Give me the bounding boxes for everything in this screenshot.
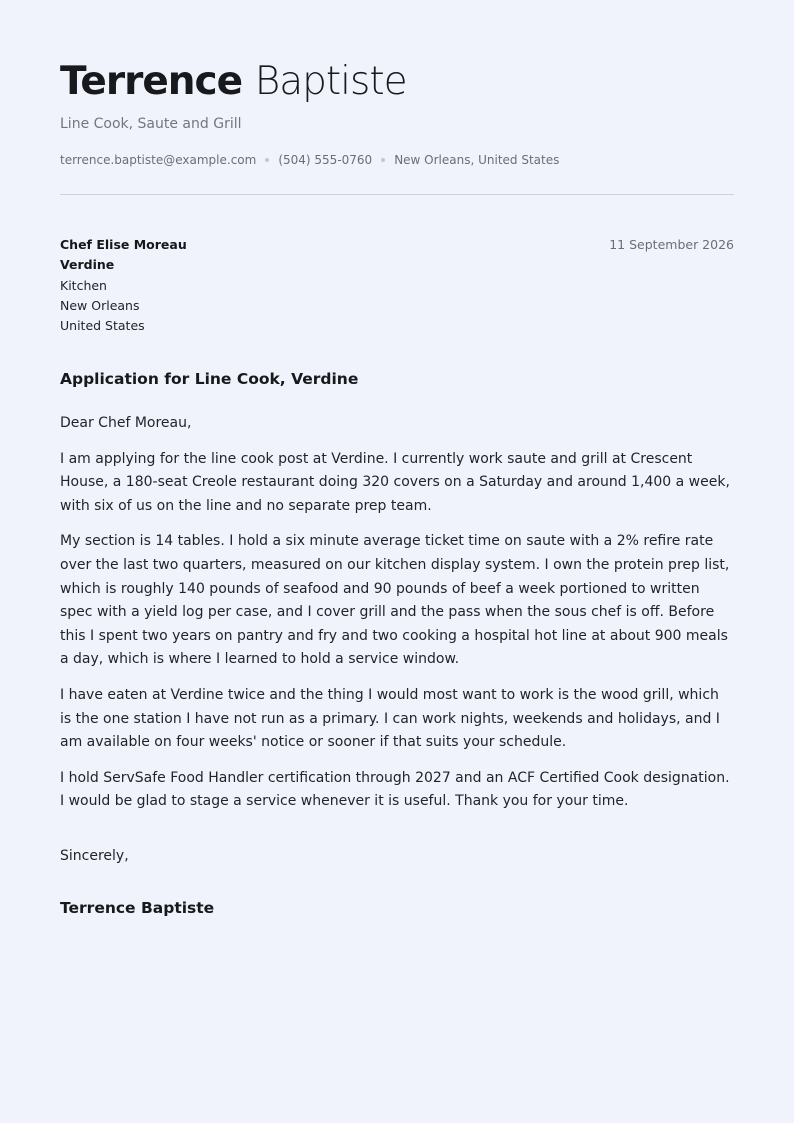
sender-name <box>60 58 734 106</box>
recipient-country: United States <box>60 318 145 334</box>
body-paragraph: My section is 14 tables. I hold a six minute average ticket time on saute with a 2% refire rate over the last two quarters, measured on our kitchen display system. I own the protein prep list, which is roughly 140 pounds of seafood and 90 pounds of beef a week portioned to written spec with a yield log per case, and I cover grill and the pass when the sous chef is off. Before this I spent two years on pantry and fry and two cooking a hospital hot line at about 900 meals a day, which is where I learned to hold a service window. <box>60 533 730 668</box>
signature: Terrence Baptiste <box>60 899 215 917</box>
body-paragraph: I am applying for the line cook post at Verdine. I currently work saute and grill at Crescent House, a 180-seat Creole restaurant doing 320 covers on a Saturday and around 1,400 a week, with six of us on the line and no separate prep team. <box>60 450 730 514</box>
body-paragraph: I have eaten at Verdine twice and the thing I would most want to work is the wood grill, which is the one station I have not run as a primary. I can work nights, weekends and holidays, and I am available on four weeks' notice or sooner if that suits your schedule. <box>60 686 720 751</box>
separator-dot <box>381 158 385 162</box>
sender-email: terrence.baptiste@example.com <box>60 153 257 167</box>
separator-dot <box>265 158 269 162</box>
letter-header <box>60 58 734 167</box>
recipient-block <box>60 235 187 336</box>
sender-last-name: Baptiste <box>254 59 407 104</box>
salutation: Dear Chef Moreau, <box>60 415 192 431</box>
letter-subject: Application for Line Cook, Verdine <box>60 370 359 388</box>
letter-date: 11 September 2026 <box>609 237 734 252</box>
recipient-name: Chef Elise Moreau <box>60 237 187 252</box>
sender-location: New Orleans, United States <box>394 153 560 167</box>
sender-first-name: Terrence <box>60 59 243 104</box>
header-divider <box>60 194 734 195</box>
recipient-company: Verdine <box>60 257 115 273</box>
recipient-city: New Orleans <box>60 297 140 313</box>
contact-line <box>60 153 559 167</box>
letter-body <box>60 412 734 826</box>
body-paragraph: I hold ServSafe Food Handler certification through 2027 and an ACF Certified Cook designation. I would be glad to stage a service whenever it is useful. Thank you for your time. <box>60 769 730 810</box>
closing: Sincerely, <box>60 848 129 864</box>
sender-title: Line Cook, Saute and Grill <box>60 116 242 132</box>
sender-phone: (504) 555-0760 <box>278 153 373 167</box>
recipient-department: Kitchen <box>60 277 107 293</box>
